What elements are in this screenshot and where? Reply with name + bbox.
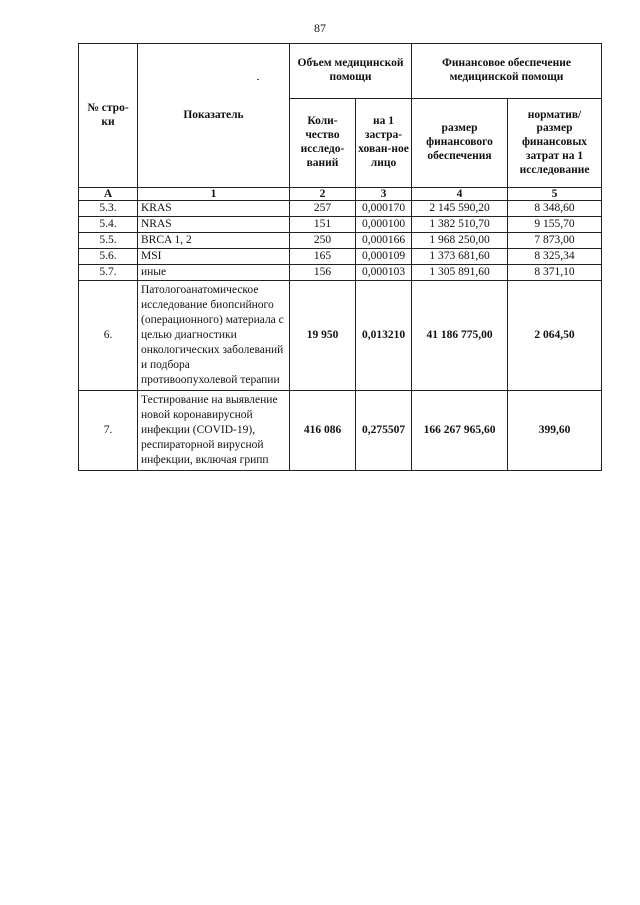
header-count: Коли-чество исследо-ваний	[290, 99, 356, 188]
row-per-insured: 0,000103	[356, 265, 412, 281]
row-per-insured: 0,275507	[356, 391, 412, 471]
table-row	[79, 201, 602, 217]
row-count: 156	[290, 265, 356, 281]
header-volume-group: Объем медицинской помощи	[290, 44, 412, 99]
row-number: 5.6.	[79, 249, 138, 265]
row-count: 165	[290, 249, 356, 265]
row-finance: 1 968 250,00	[412, 233, 508, 249]
header-norm: норматив/ размер финансовых затрат на 1 исследование	[508, 99, 602, 188]
index-cell: 4	[412, 188, 508, 201]
row-number: 5.7.	[79, 265, 138, 281]
row-norm: 2 064,50	[508, 281, 602, 391]
row-norm: 7 873,00	[508, 233, 602, 249]
row-count: 250	[290, 233, 356, 249]
index-row	[79, 188, 602, 201]
row-count: 416 086	[290, 391, 356, 471]
data-table	[78, 43, 602, 471]
table-row	[79, 217, 602, 233]
row-number: 7.	[79, 391, 138, 471]
index-cell: А	[79, 188, 138, 201]
row-number: 5.5.	[79, 233, 138, 249]
row-per-insured: 0,013210	[356, 281, 412, 391]
row-name: KRAS	[138, 201, 290, 217]
row-norm: 8 325,34	[508, 249, 602, 265]
row-count: 257	[290, 201, 356, 217]
row-name: MSI	[138, 249, 290, 265]
row-number: 5.4.	[79, 217, 138, 233]
index-cell: 1	[138, 188, 290, 201]
row-finance: 2 145 590,20	[412, 201, 508, 217]
row-finance: 1 373 681,60	[412, 249, 508, 265]
row-per-insured: 0,000170	[356, 201, 412, 217]
header-finance-group: Финансовое обеспечение медицинской помощи	[412, 44, 602, 99]
index-cell: 5	[508, 188, 602, 201]
row-finance: 166 267 965,60	[412, 391, 508, 471]
row-name: BRCA 1, 2	[138, 233, 290, 249]
row-number: 6.	[79, 281, 138, 391]
header-row-no: № стро-ки	[79, 44, 138, 188]
row-norm: 9 155,70	[508, 217, 602, 233]
row-per-insured: 0,000109	[356, 249, 412, 265]
row-number: 5.3.	[79, 201, 138, 217]
row-per-insured: 0,000166	[356, 233, 412, 249]
row-count: 19 950	[290, 281, 356, 391]
row-name: иные	[138, 265, 290, 281]
header-per-insured: на 1 застра-хован-ное лицо	[356, 99, 412, 188]
row-norm: 8 348,60	[508, 201, 602, 217]
table-row-6	[79, 281, 602, 391]
row-norm: 8 371,10	[508, 265, 602, 281]
row-per-insured: 0,000100	[356, 217, 412, 233]
table-row-7	[79, 391, 602, 471]
row-finance: 1 305 891,60	[412, 265, 508, 281]
table-row	[79, 249, 602, 265]
row-finance: 41 186 775,00	[412, 281, 508, 391]
index-cell: 3	[356, 188, 412, 201]
row-name: NRAS	[138, 217, 290, 233]
header-finance-size: размер финансового обеспечения	[412, 99, 508, 188]
page-number: 87	[314, 21, 326, 35]
row-finance: 1 382 510,70	[412, 217, 508, 233]
index-cell: 2	[290, 188, 356, 201]
table-row	[79, 233, 602, 249]
table-row	[79, 265, 602, 281]
row-count: 151	[290, 217, 356, 233]
row-norm: 399,60	[508, 391, 602, 471]
row-name: Тестирование на выявление новой коронавирусной инфекции (COVID-19), респираторной вирусной инфекции, включая грипп	[138, 391, 290, 471]
header-indicator: Показатель	[138, 44, 290, 188]
row-name: Патологоанатомическое исследование биопсийного (операционного) материала с целью диагностики онкологических заболеваний и подбора противоопухолевой терапии	[138, 281, 290, 391]
